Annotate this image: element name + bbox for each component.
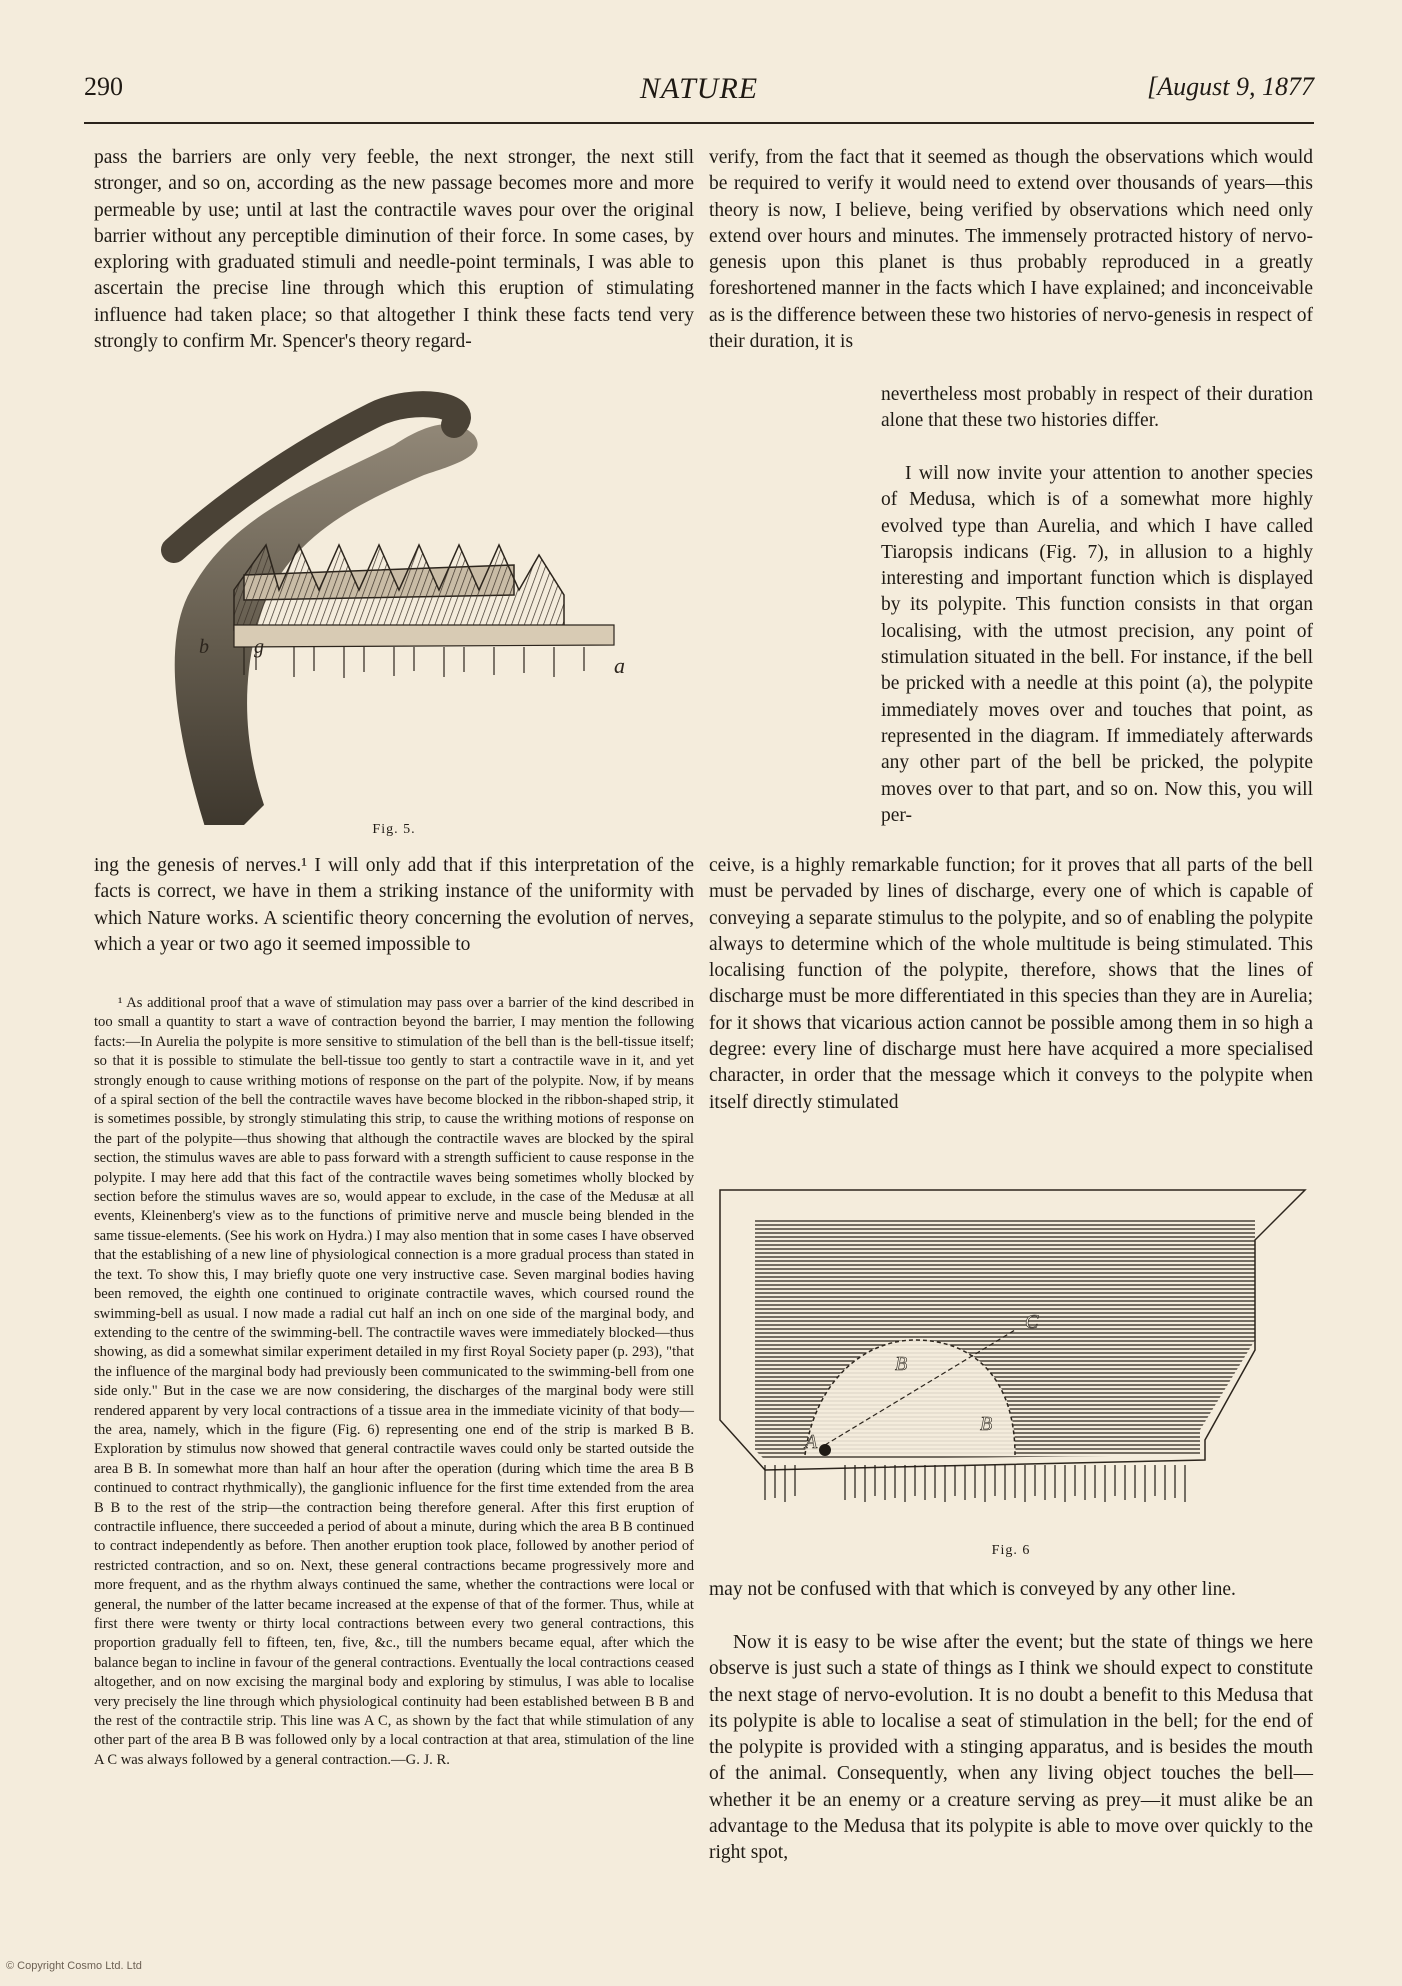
fig5-label-a: a bbox=[614, 653, 625, 678]
right-paragraph-1: verify, from the fact that it seemed as though the observations which would be required to verify it would need to extend over thousands of years—this theory is now, I believe, being verified by observations which need only extend over hours and minutes. The immensely protracted history of nervo-genesis upon this planet is thus probably reproduced in a greatly foreshortened manner in the facts which I have explained; and inconceivable as is the difference between these two histories of nervo-genesis in respect of their duration, it is bbox=[709, 147, 1313, 353]
bell-lower-edge bbox=[234, 625, 614, 647]
fig6-label-B-upper: B bbox=[895, 1353, 908, 1375]
marginal-body bbox=[819, 1444, 831, 1456]
figure-6-caption: Fig. 6 bbox=[991, 1543, 1031, 1558]
fig6-fringe bbox=[765, 1465, 1185, 1502]
footnote: ¹ As additional proof that a wave of stimulation may pass over a barrier of the kind described in too small a quantity to start a wave of contraction beyond the barrier, I may mention the following facts:—In Aurelia the polypite is more sensitive to stimulation of the bell than is the bell-tissue itself; so that it is possible to stimulate the bell-tissue too gently to start a contractile wave in it, and yet strongly enough to cause writhing motions of response on the part of the polypite. Now, if by means of a spiral section of the bell the contractile waves have become blocked in the ribbon-shaped strip, it is sometimes possible, by strongly stimulating this strip, to cause the writhing motions of response on the part of the polypite—thus showing that although the contractile waves are blocked by the spiral section, the stimulus waves are able to pass forward with a strength sufficient to cause response in the polypite. I may here add that this fact of the contractile waves being sometimes wholly blocked by section before the stimulus waves are so, would appear to exclude, in the case of the Medusæ at all events, Kleinenberg's view as to the functions of primitive nerve and muscle being blended in the same tissue-elements. (See his work on Hydra.) I may also mention that in some cases I have observed that the establishing of a new line of physiological connection is a more gradual process than stated in the text. To show this, I may briefly quote one very instructive case. Seven marginal bodies having been removed, the eighth one continued to originate contractile waves, which coursed round the swimming-bell as usual. I now made a radial cut half an inch on one side of the marginal body, and extending to the centre of the swimming-bell. The contractile waves were immediately blocked—thus showing, as did a somewhat similar experiment detailed in my first Royal Society paper (p. 293), "that the influence of the marginal body had previously been communicated to the swimming-bell from one side only." But in the case we are now considering, the discharges of the marginal body were still rendered apparent by very local contractions of a tissue area in the immediate vicinity of that body—the area, namely, which in the figure (Fig. 6) representing one end of the strip is marked B B. Exploration by stimulus now showed that general contractile waves could only be started outside the area B B. In somewhat more than half an hour after the operation (during which time the area B B continued to contract rhythmically), the ganglionic influence for the first time extended from the area B B to the rest of the strip—the contraction being therefore general. After this first eruption of contractile influence, there succeeded a period of about a minute, during which the area B B continued to contract independently as before. Then another eruption took place, followed by another period of restricted contraction, and so on. Next, these general contractions became progressively more and more frequent, and as the rhythm always continued the same, whether the contractions were local or general, the number of the latter became increased at the expense of that of the former. Thus, while at first there were twenty or thirty local contractions between every two general contractions, this proportion gradually fell to fifteen, ten, five, &c., till the numbers became equal, after which the balance began to incline in favour of the general contractions. Eventually the local contractions ceased altogether, and on now excising the marginal body and exploring by stimulus, I was able to localise very precisely the line through which physiological continuity had been established between B B and the rest of the contractile strip. This line was A C, as shown by the fact that while stimulation of any other part of the area B B was followed only by a local contraction at that area, stimulation of the line A C was always followed by a general contraction.—G. J. R. bbox=[94, 995, 694, 1768]
figure-6 bbox=[715, 1180, 1315, 1540]
right-paragraph-6: Now it is easy to be wise after the event; but the state of things we here observe is just such a state of things as I think we should expect to constitute the next stage of nervo-evolution. It is no doubt a benefit to this Medusa that its polypite is able to localise a seat of stimulation in the bell; for the end of the polypite is provided with a stinging apparatus, and is besides the mouth of the animal. Consequently, when any living object touches the bell—whether it be an enemy or a creature serving as prey—it must alike be an advantage to the Medusa that its polypite is able to move over quickly to the right spot, bbox=[709, 1632, 1313, 1864]
left-paragraph-2: ing the genesis of nerves.¹ I will only add that if this interpretation of the facts is correct, we have in them a striking instance of the uniformity with which Nature works. A scientific theory concerning the evolution of nerves, which a year or two ago it seemed impossible to bbox=[94, 855, 694, 955]
fig6-label-B-lower: B bbox=[980, 1413, 993, 1435]
right-paragraph-4: ceive, is a highly remarkable function; for it proves that all parts of the bell must be pervaded by lines of discharge, every one of which is capable of conveying a separate stimulus to the polypite, and so of enabling the polypite always to determine which of the whole multitude is being stimulated. This localising function of the polypite, therefore, shows that the lines of discharge must be more differentiated in this species than they are in Aurelia; for it shows that vicarious action cannot be possible among them in so high a degree: every line of discharge must here have acquired a more specialised character, in order that the message which it conveys to the polypite when itself directly stimulated bbox=[709, 855, 1313, 1113]
copyright-footer bbox=[0, 1960, 1402, 1972]
figure-5-caption: Fig. 5. bbox=[372, 822, 416, 837]
fig6-label-C: C bbox=[1025, 1311, 1039, 1333]
page-header bbox=[84, 72, 1314, 124]
right-paragraph-2: nevertheless most probably in respect of their duration alone that these two histories differ. bbox=[881, 384, 1313, 432]
fig5-label-b: b bbox=[199, 636, 209, 658]
right-paragraph-5: may not be confused with that which is conveyed by any other line. bbox=[709, 1579, 1236, 1600]
left-paragraph-1: pass the barriers are only very feeble, the next stronger, the next still stronger, and so on, according as the new passage becomes more and more permeable by use; until at last the contractile waves pour over the original barrier without any perceptible diminution of their force. In some cases, by exploring with graduated stimuli and needle-point terminals, I was able to ascertain the precise line through which this eruption of stimulating influence had taken place; so that altogether I think these facts tend very strongly to confirm Mr. Spencer's theory regard- bbox=[94, 147, 694, 353]
tentacle-fringe bbox=[244, 647, 584, 678]
page-number: 290 bbox=[84, 72, 123, 101]
fig5-label-g: g bbox=[254, 636, 264, 658]
journal-title: NATURE bbox=[639, 72, 759, 105]
copyright-text: © Copyright Cosmo Ltd. Ltd bbox=[6, 1960, 142, 1972]
figure-5 bbox=[94, 385, 694, 825]
fig6-label-A: A bbox=[805, 1431, 818, 1453]
issue-date: [August 9, 1877 bbox=[1147, 72, 1314, 101]
right-paragraph-3: I will now invite your attention to another species of Medusa, which is of a somewhat more highly evolved type than Aurelia, and which I have called Tiaropsis indicans (Fig. 7), in allusion to a highly interesting and important function which is displayed by its polypite. This function consists in that organ localising, with the utmost precision, any point of stimulation situated in the bell. For instance, if the bell be pricked with a needle at this point (a), the polypite immediately moves over and touches that point, as represented in the diagram. If immediately afterwards any other part of the bell be pricked, the polypite moves over to that part, and so on. Now this, you will per- bbox=[881, 463, 1313, 826]
